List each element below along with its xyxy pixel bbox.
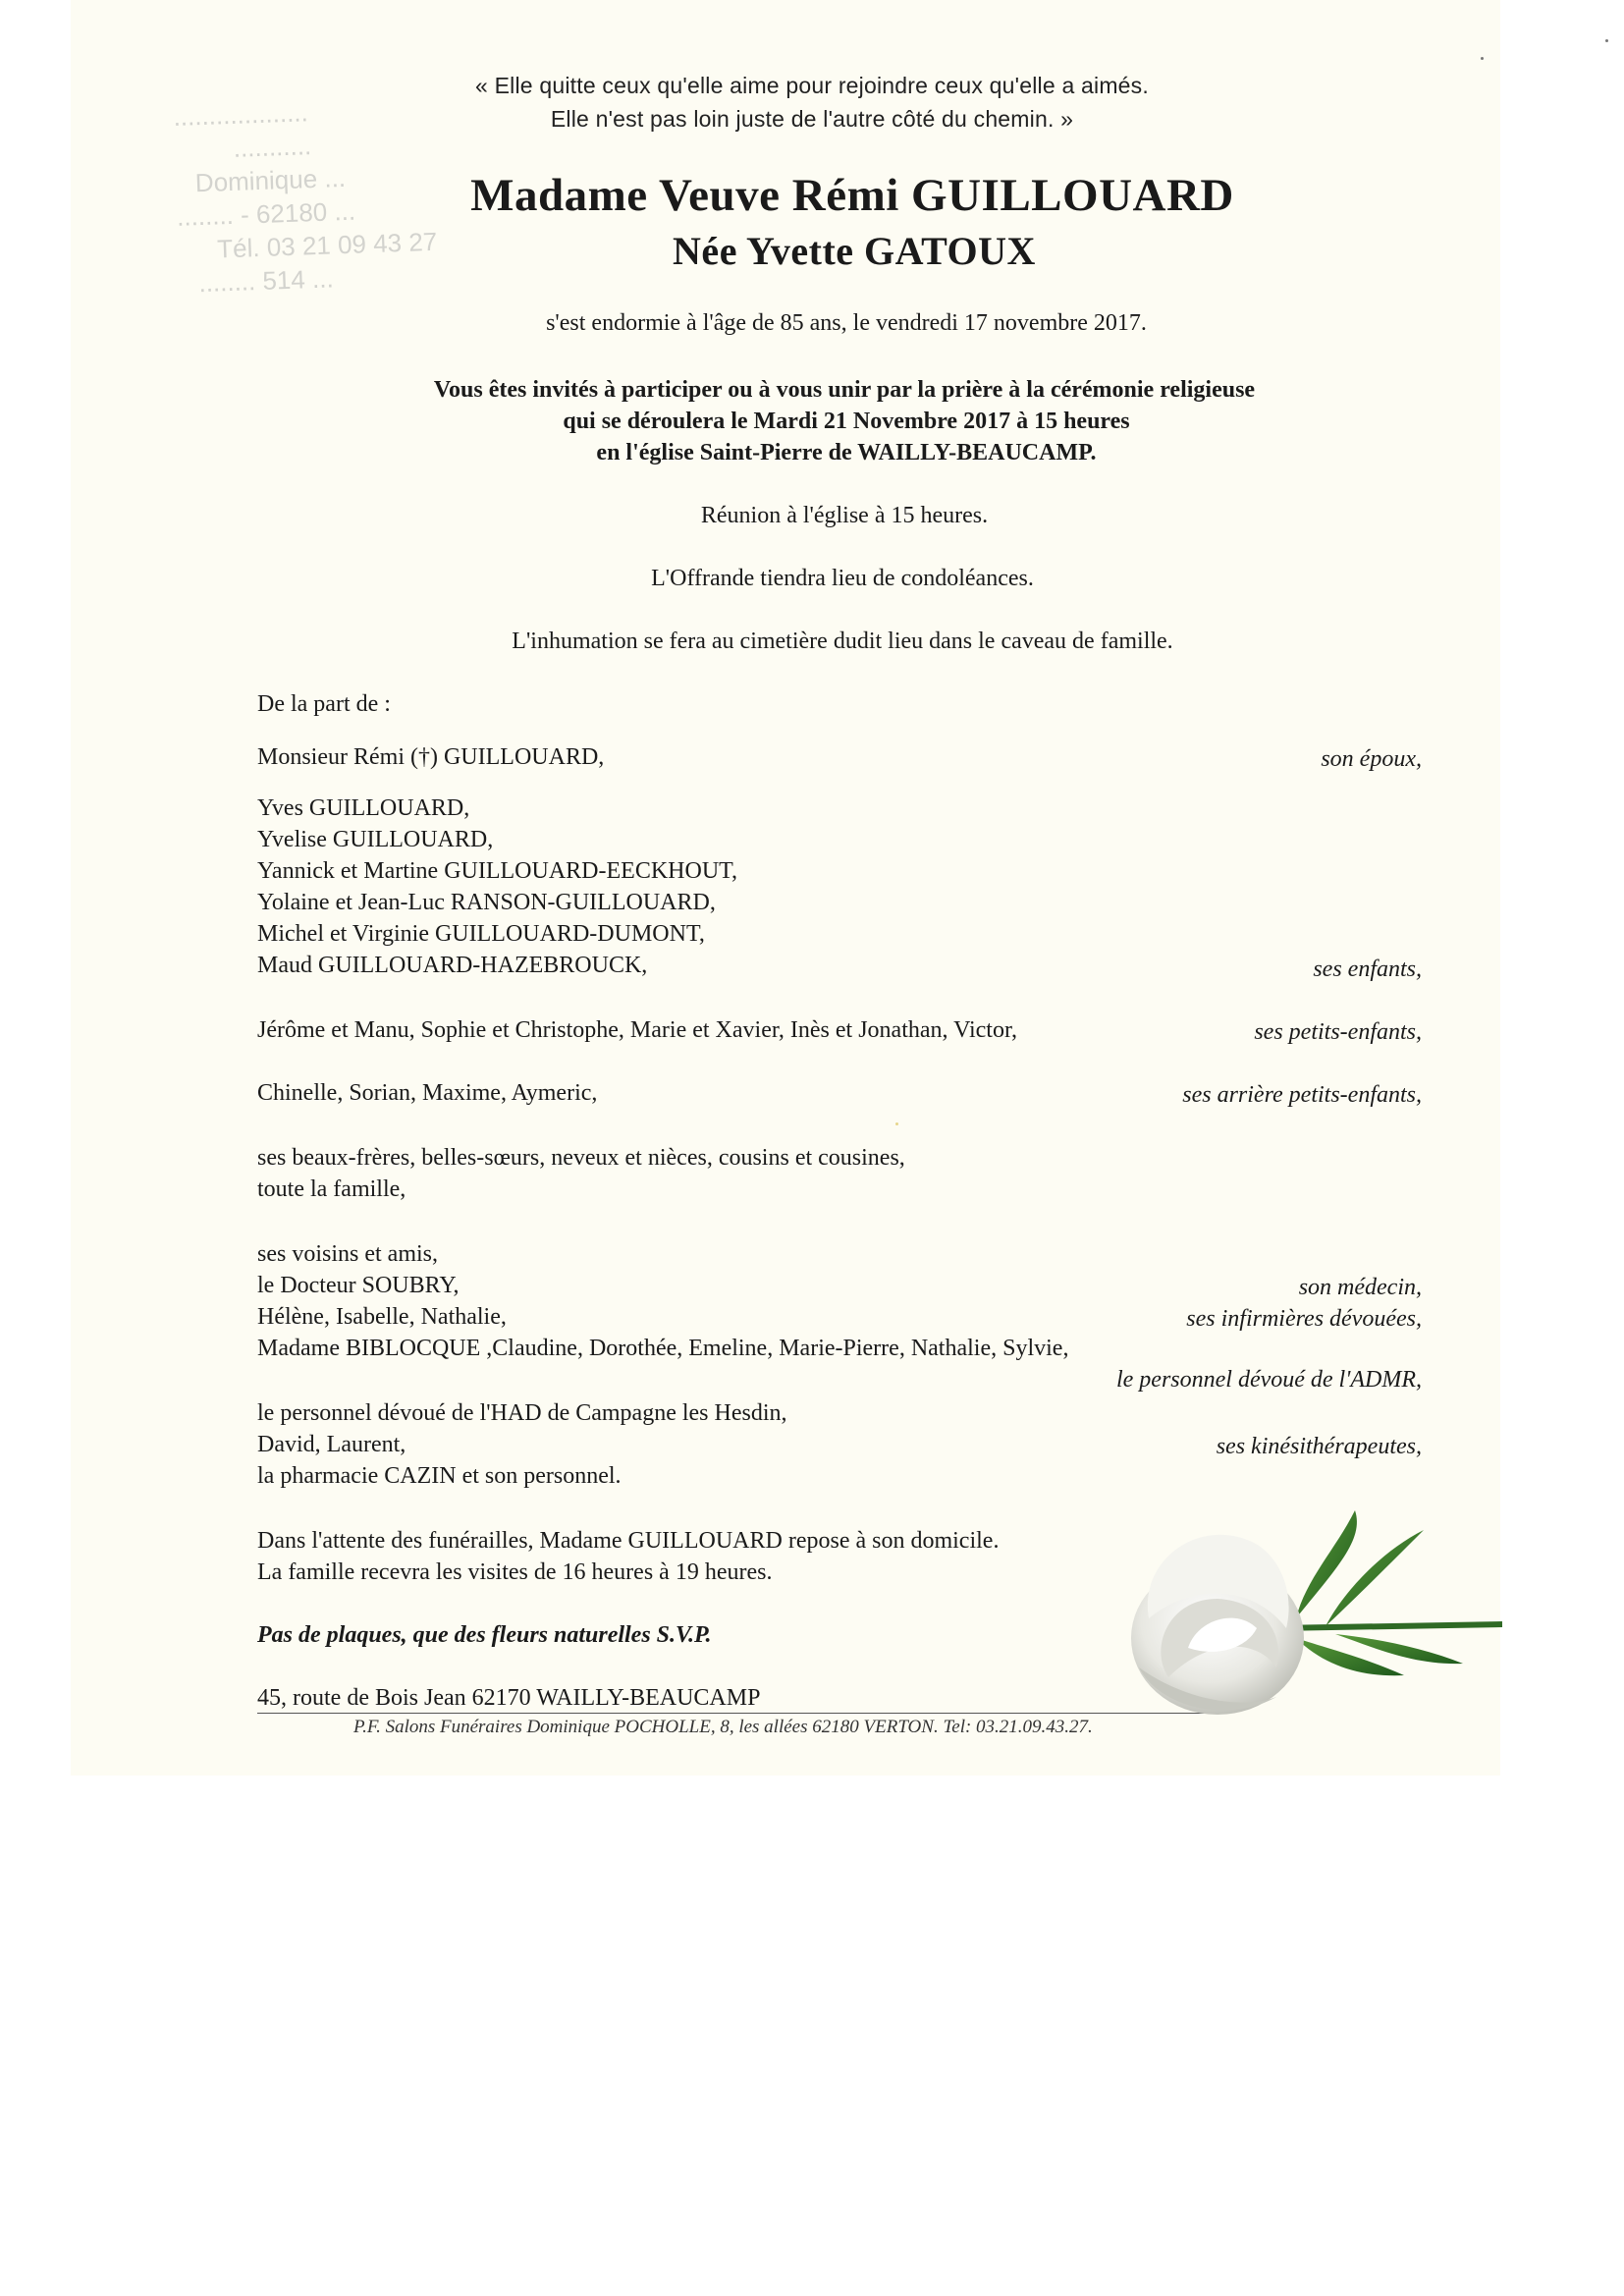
invitation-line-2: qui se déroulera le Mardi 21 Novembre 2017 à 15 heures (563, 409, 1130, 434)
physiotherapists-role: ses kinésithérapeutes, (1216, 1434, 1422, 1459)
address-rule (257, 1713, 1223, 1714)
husband-role: son époux, (1321, 746, 1422, 772)
neighbors: ses voisins et amis, (257, 1241, 438, 1267)
doctor: le Docteur SOUBRY, (257, 1273, 460, 1298)
burial-note: L'inhumation se fera au cimetière dudit lieu dans le caveau de famille. (512, 629, 1173, 654)
child-name: Yves GUILLOUARD, (257, 795, 470, 821)
funeral-home: P.F. Salons Funéraires Dominique POCHOLLE, 8, les allées 62180 VERTON. Tel: 03.21.09.43.27. (353, 1717, 1093, 1737)
meeting-time: Réunion à l'église à 15 heures. (700, 503, 989, 528)
invitation-line-3: en l'église Saint-Pierre de WAILLY-BEAUCAMP. (596, 440, 1097, 465)
great-grandchildren: Chinelle, Sorian, Maxime, Aymeric, (257, 1080, 598, 1106)
had-staff: le personnel dévoué de l'HAD de Campagne les Hesdin, (257, 1400, 787, 1426)
maiden-name: Née Yvette GATOUX (673, 229, 1036, 273)
admr-role: le personnel dévoué de l'ADMR, (1115, 1367, 1422, 1393)
death-notice: s'est endormie à l'âge de 85 ans, le vendredi 17 novembre 2017. (546, 310, 1147, 336)
invitation-line-1: Vous êtes invités à participer ou à vous unir par la prière à la cérémonie religieuse (433, 377, 1256, 403)
stamp-line: Dominique ... (194, 162, 347, 198)
scan-speck (1481, 57, 1484, 60)
physiotherapists: David, Laurent, (257, 1432, 406, 1457)
grandchildren-role: ses petits-enfants, (1254, 1019, 1422, 1045)
home-address: 45, route de Bois Jean 62170 WAILLY-BEAUCAMP (257, 1685, 761, 1711)
child-name: Yvelise GUILLOUARD, (257, 827, 494, 852)
quote-line-2: Elle n'est pas loin juste de l'autre côté du chemin. » (550, 106, 1074, 132)
extended-family: ses beaux-frères, belles-sœurs, neveux et nièces, cousins et cousines, (257, 1145, 905, 1171)
nurses: Hélène, Isabelle, Nathalie, (257, 1304, 507, 1330)
repose-note: Dans l'attente des funérailles, Madame GUILLOUARD repose à son domicile. (257, 1528, 1000, 1554)
quote-line-1: « Elle quitte ceux qu'elle aime pour rejoindre ceux qu'elle a aimés. (475, 73, 1149, 98)
stamp-line: ........ - 62180 ... (176, 195, 356, 232)
scan-speck (895, 1122, 898, 1125)
visiting-hours: La famille recevra les visites de 16 heures à 19 heures. (257, 1559, 773, 1585)
from-label: De la part de : (257, 691, 391, 717)
scan-speck (1605, 39, 1608, 42)
offering-note: L'Offrande tiendra lieu de condoléances. (651, 566, 1034, 591)
great-grandchildren-role: ses arrière petits-enfants, (1182, 1082, 1422, 1108)
child-name: Yolaine et Jean-Luc RANSON-GUILLOUARD, (257, 890, 716, 915)
white-rose-image (1110, 1481, 1502, 1738)
stamp-line: Tél. 03 21 09 43 27 (216, 226, 438, 264)
child-name: Maud GUILLOUARD-HAZEBROUCK, (257, 953, 648, 978)
child-name: Yannick et Martine GUILLOUARD-EECKHOUT, (257, 858, 738, 884)
children-role: ses enfants, (1313, 957, 1422, 982)
stamp-line: ........... (233, 131, 312, 163)
stamp-line: ................... (172, 97, 309, 132)
stamp-line: ........ 514 ... (197, 263, 335, 299)
grandchildren: Jérôme et Manu, Sophie et Christophe, Marie et Xavier, Inès et Jonathan, Victor, (257, 1017, 1017, 1043)
doctor-role: son médecin, (1298, 1275, 1422, 1300)
whole-family: toute la famille, (257, 1176, 406, 1202)
flowers-note: Pas de plaques, que des fleurs naturelles S.V.P. (257, 1622, 712, 1648)
deceased-name: Madame Veuve Rémi GUILLOUARD (470, 170, 1234, 221)
nurses-role: ses infirmières dévouées, (1186, 1306, 1422, 1332)
husband: Monsieur Rémi (†) GUILLOUARD, (257, 744, 605, 770)
child-name: Michel et Virginie GUILLOUARD-DUMONT, (257, 921, 705, 947)
pharmacy: la pharmacie CAZIN et son personnel. (257, 1463, 622, 1489)
admr-staff: Madame BIBLOCQUE ,Claudine, Dorothée, Emeline, Marie-Pierre, Nathalie, Sylvie, (257, 1336, 1069, 1361)
